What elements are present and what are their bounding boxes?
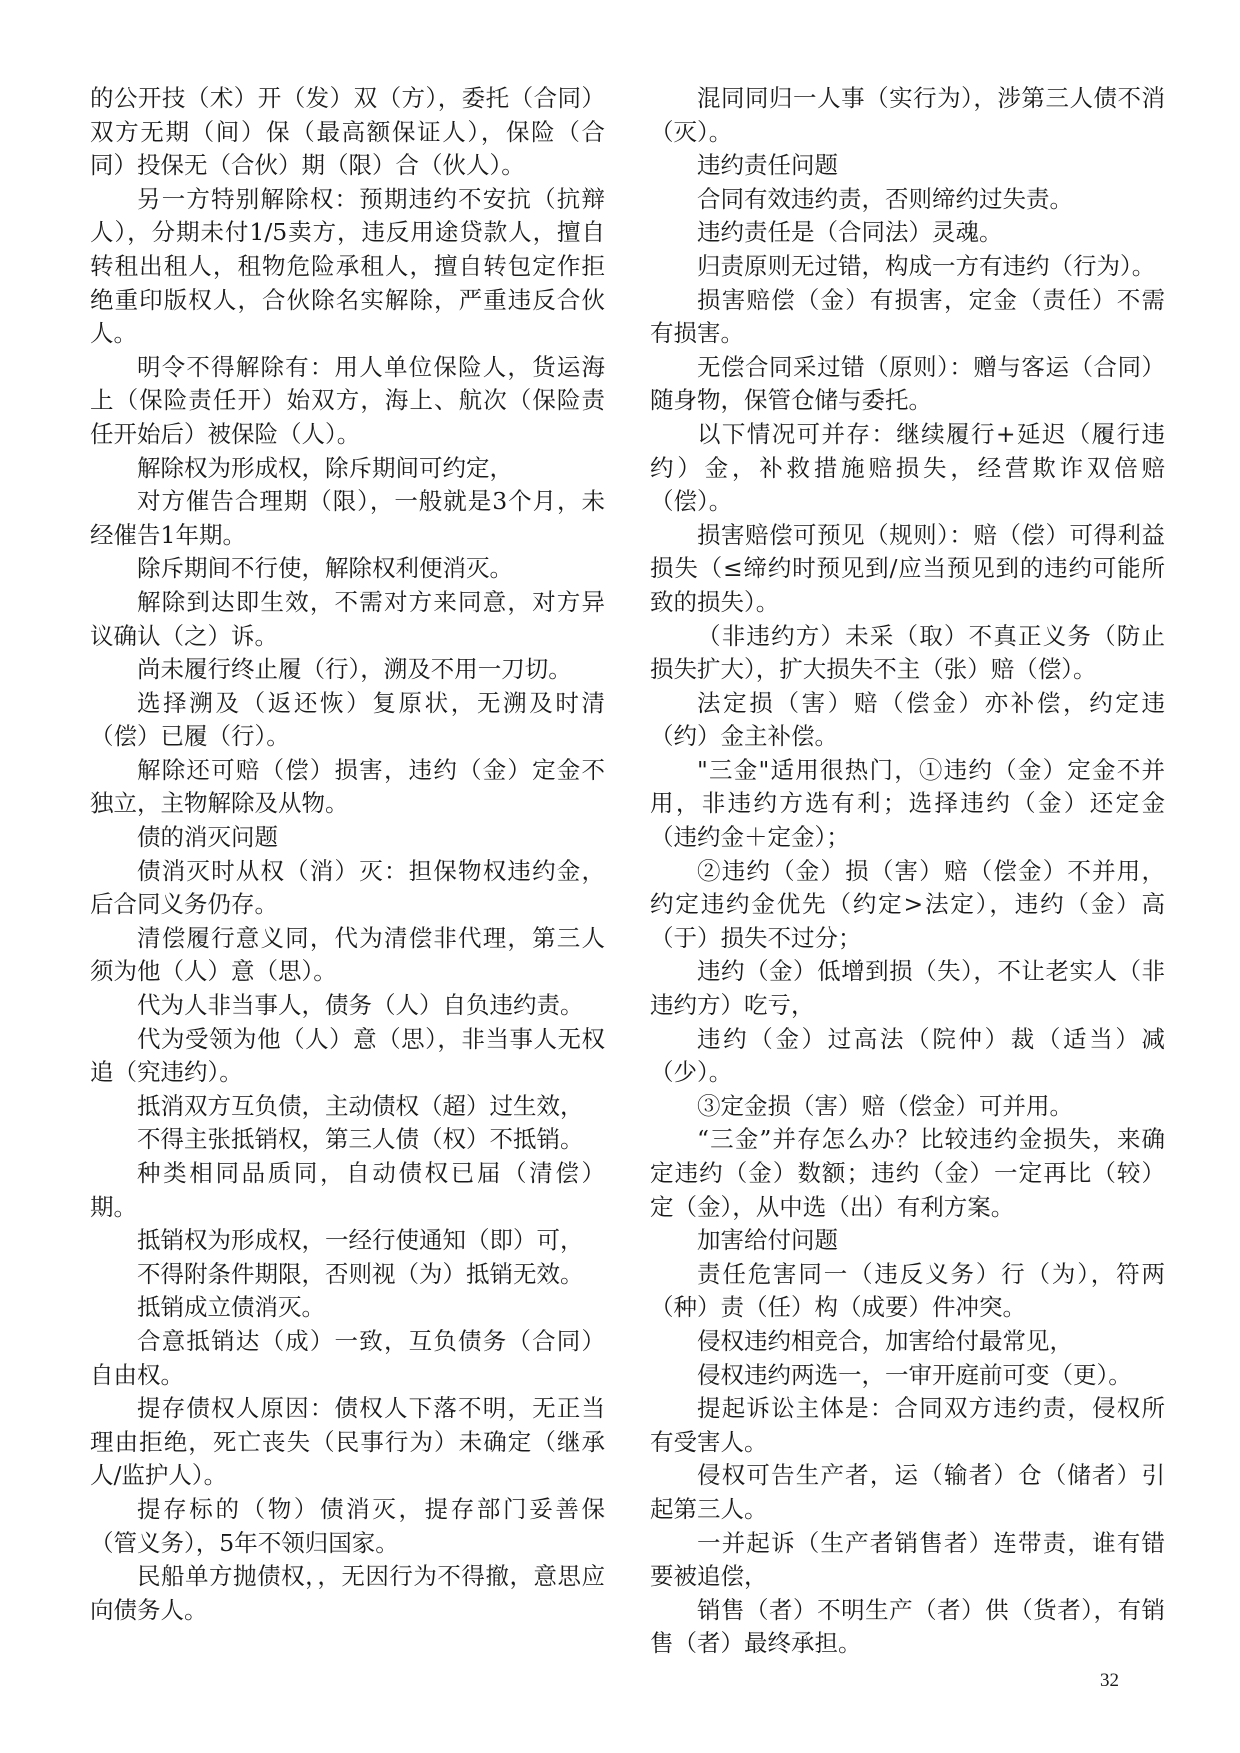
paragraph: 除斥期间不行使，解除权利便消灭。	[137, 554, 513, 583]
paragraph: 的公开技（术）开（发）双（方），委托（合同）双方无期（间）保（最高额保证人），保险（合同）投保无（合伙）期（限）合（伙人）。	[90, 84, 605, 180]
paragraph: 解除权为形成权，除斥期间可约定，	[137, 453, 513, 482]
paragraph: 合同有效违约责，否则缔约过失责。	[697, 184, 1073, 213]
paragraph: ③定金损（害）赔（偿金）可并用。	[697, 1091, 1073, 1120]
paragraph: 民船单方抛债权，，无因行为不得撤，意思应向债务人。	[90, 1562, 605, 1624]
paragraph: 违约责任是（合同法）灵魂。	[697, 218, 1003, 247]
paragraph: 损害赔偿（金）有损害，定金（责任）不需有损害。	[650, 285, 1165, 348]
paragraph: 违约（金）过高法（院仲）裁（适当）减（少）。	[650, 1024, 1165, 1087]
paragraph: 一并起诉（生产者销售者）连带责，谁有错要被追偿，	[650, 1528, 1165, 1591]
right-column	[650, 82, 1165, 1661]
paragraph: 无偿合同采过错（原则）：赠与客运（合同）随身物，保管仓储与委托。	[650, 352, 1165, 415]
paragraph: 混同同归一人事（实行为），涉第三人债不消（灭）。	[650, 84, 1165, 146]
paragraph: 违约责任问题	[697, 151, 838, 180]
paragraph: 侵权违约相竞合，加害给付最常见，	[697, 1326, 1073, 1355]
paragraph: 法定损（害）赔（偿金）亦补偿，约定违（约）金主补偿。	[650, 688, 1165, 751]
paragraph: ②违约（金）损（害）赔（偿金）不并用，约定违约金优先（约定>法定），违约（金）高（于）损失不过分；	[650, 856, 1165, 952]
paragraph: 损害赔偿可预见（规则）：赔（偿）可得利益损失（≤缔约时预见到/应当预见到的违约可能所致的损失）。	[650, 520, 1165, 616]
paragraph: 侵权违约两选一，一审开庭前可变（更）。	[697, 1360, 1132, 1389]
paragraph: 以下情况可并存：继续履行+延迟（履行违约）金，补救措施赔损失，经营欺诈双倍赔（偿）。	[650, 419, 1165, 516]
paragraph: 归责原则无过错，构成一方有违约（行为）。	[697, 251, 1156, 280]
paragraph: "三金"适用很热门，①违约（金）定金不并用，非违约方选有利；选择违约（金）还定金（违约金＋定金）；	[650, 755, 1165, 852]
paragraph: 另一方特别解除权：预期违约不安抗（抗辩人），分期未付1/5卖方，违反用途贷款人，擅自转租出租人，租物危险承租人，擅自转包定作拒绝重印版权人，合伙除名实解除，严重违反合伙人。	[90, 184, 605, 348]
paragraph: （非违约方）未采（取）不真正义务（防止损失扩大），扩大损失不主（张）赔（偿）。	[650, 621, 1165, 684]
paragraph: 种类相同品质同，自动债权已届（清偿）期。	[90, 1159, 605, 1221]
paragraph: 抵销权为形成权，一经行使通知（即）可，	[137, 1226, 584, 1255]
left-column	[90, 82, 605, 1627]
paragraph: 清偿履行意义同，代为清偿非代理，第三人须为他（人）意（思）。	[90, 923, 605, 986]
paragraph: 不得主张抵销权，第三人债（权）不抵销。	[137, 1125, 584, 1154]
paragraph: 对方催告合理期（限），一般就是3个月，未经催告1年期。	[90, 487, 605, 549]
paragraph: 提存标的（物）债消灭，提存部门妥善保（管义务），5年不领归国家。	[90, 1494, 605, 1557]
paragraph: 债消灭时从权（消）灭：担保物权违约金，后合同义务仍存。	[90, 856, 605, 919]
paragraph: 抵消双方互负债，主动债权（超）过生效，	[137, 1091, 584, 1120]
page-number: 32	[1100, 1670, 1119, 1691]
paragraph: 代为人非当事人，债务（人）自负违约责。	[137, 991, 584, 1020]
paragraph: 尚未履行终止履（行），溯及不用一刀切。	[137, 655, 572, 684]
paragraph: 解除到达即生效，不需对方来同意，对方异议确认（之）诉。	[90, 587, 605, 650]
paragraph: 违约（金）低增到损（失），不让老实人（非违约方）吃亏，	[650, 957, 1165, 1020]
paragraph: 责任危害同一（违反义务）行（为），符两（种）责（任）构（成要）件冲突。	[650, 1259, 1165, 1322]
paragraph: “三金”并存怎么办？比较违约金损失，来确定违约（金）数额；违约（金）一定再比（较）定（金），从中选（出）有利方案。	[650, 1125, 1165, 1221]
paragraph: 提存债权人原因：债权人下落不明，无正当理由拒绝，死亡丧失（民事行为）未确定（继承人/监护人）。	[90, 1394, 605, 1490]
paragraph: 选择溯及（返还恢）复原状，无溯及时清（偿）已履（行）。	[90, 688, 605, 751]
paragraph: 债的消灭问题	[137, 823, 278, 852]
paragraph: 销售（者）不明生产（者）供（货者），有销售（者）最终承担。	[650, 1595, 1165, 1658]
paragraph: 侵权可告生产者，运（输者）仓（储者）引起第三人。	[650, 1461, 1165, 1523]
paragraph: 提起诉讼主体是：合同双方违约责，侵权所有受害人。	[650, 1394, 1165, 1456]
paragraph: 明令不得解除有：用人单位保险人，货运海上（保险责任开）始双方，海上、航次（保险责任开始后）被保险（人）。	[90, 352, 605, 448]
paragraph: 代为受领为他（人）意（思），非当事人无权追（究违约）。	[90, 1024, 605, 1087]
paragraph: 不得附条件期限，否则视（为）抵销无效。	[137, 1259, 584, 1288]
paragraph: 抵销成立债消灭。	[137, 1293, 325, 1322]
paragraph: 加害给付问题	[697, 1226, 838, 1255]
paragraph: 合意抵销达（成）一致，互负债务（合同）自由权。	[90, 1326, 605, 1389]
paragraph: 解除还可赔（偿）损害，违约（金）定金不独立，主物解除及从物。	[90, 755, 605, 818]
